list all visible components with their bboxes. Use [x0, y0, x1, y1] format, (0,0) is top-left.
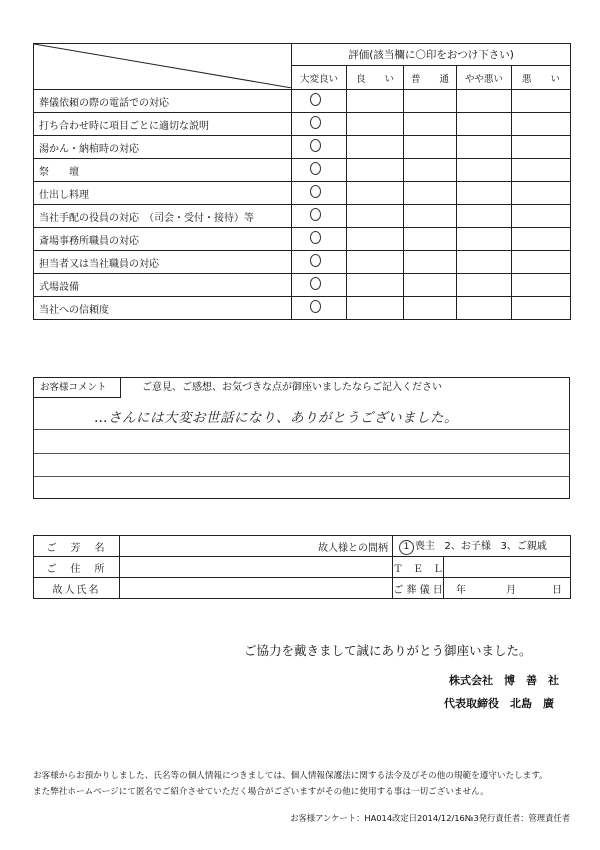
evaluation-table: [33, 43, 571, 320]
rating-cell[interactable]: [292, 159, 347, 182]
rating-cell[interactable]: [512, 90, 571, 113]
evaluation-item-label: 葬儀依頼の際の電話での対応: [34, 90, 292, 113]
evaluation-row: [34, 90, 571, 113]
rating-circle-mark: [310, 162, 321, 175]
rating-cell[interactable]: [512, 274, 571, 297]
relation-options[interactable]: [393, 536, 571, 557]
rating-cell[interactable]: [347, 113, 404, 136]
rating-cell[interactable]: [512, 113, 571, 136]
rating-cell[interactable]: [457, 136, 512, 159]
comment-line: [34, 453, 569, 454]
evaluation-item-label: 打ち合わせ時に項目ごとに適切な説明: [34, 113, 292, 136]
evaluation-row: [34, 228, 571, 251]
date-year: 年: [456, 585, 466, 596]
relation-label: 故人様との間柄: [318, 543, 388, 554]
tel-field[interactable]: [444, 557, 571, 578]
evaluation-item-label: 仕出し料理: [34, 182, 292, 205]
rating-cell[interactable]: [292, 297, 347, 320]
rating-circle-mark: [310, 139, 321, 152]
privacy-note-2: また弊社ホームページにて匿名でご紹介させていただく場合がございますがその他に使用する事は一切ございません。: [33, 787, 489, 797]
comment-line: [34, 429, 569, 430]
rating-cell[interactable]: [404, 274, 457, 297]
rating-cell[interactable]: [292, 251, 347, 274]
rating-cell[interactable]: [512, 297, 571, 320]
rating-cell[interactable]: [347, 274, 404, 297]
relation-selected-circle[interactable]: 1: [399, 540, 414, 555]
rating-cell[interactable]: [512, 182, 571, 205]
diagonal-line: [34, 44, 292, 88]
funeral-date-field[interactable]: [444, 578, 571, 599]
name-label: ご 芳 名: [34, 536, 120, 557]
evaluation-row: [34, 274, 571, 297]
date-day: 日: [552, 585, 562, 596]
rating-cell[interactable]: [457, 159, 512, 182]
rating-cell[interactable]: [512, 251, 571, 274]
rating-cell[interactable]: [347, 228, 404, 251]
column-good: 良 い: [347, 66, 404, 90]
thanks-message: ご協力を戴きまして誠にありがとう御座いました。: [244, 643, 532, 658]
evaluation-row: [34, 205, 571, 228]
rating-cell[interactable]: [404, 113, 457, 136]
privacy-note-1: お客様からお預かりしました、氏名等の個人情報につきましては、個人情報保護法に関する法令及びその他の規範を遵守いたします。: [33, 771, 548, 781]
rating-cell[interactable]: [512, 159, 571, 182]
column-average: 普 通: [404, 66, 457, 90]
rating-circle-mark: [310, 254, 321, 267]
evaluation-row: [34, 251, 571, 274]
rating-cell[interactable]: [404, 228, 457, 251]
date-month: 月: [506, 585, 516, 596]
rating-circle-mark: [310, 93, 321, 106]
rating-cell[interactable]: [404, 136, 457, 159]
rating-cell[interactable]: [404, 251, 457, 274]
rating-cell[interactable]: [347, 251, 404, 274]
rating-circle-mark: [310, 116, 321, 129]
rating-circle-mark: [310, 185, 321, 198]
evaluation-row: [34, 113, 571, 136]
evaluation-row: [34, 159, 571, 182]
column-bad: 悪 い: [512, 66, 571, 90]
rating-cell[interactable]: [457, 297, 512, 320]
comment-label: お客様コメント: [34, 378, 121, 398]
rating-cell[interactable]: [347, 205, 404, 228]
relation-option-1: 喪主: [415, 541, 435, 552]
relation-option-2: 2、お子様: [444, 541, 491, 552]
rating-cell[interactable]: [404, 182, 457, 205]
evaluation-item-label: 祭 壇: [34, 159, 292, 182]
rating-cell[interactable]: [457, 113, 512, 136]
header-diagonal-cell: [34, 44, 292, 90]
company-name: 株式会社 博 善 社: [449, 674, 559, 687]
rating-cell[interactable]: [404, 205, 457, 228]
evaluation-item-label: 斎場事務所職員の対応: [34, 228, 292, 251]
rating-cell[interactable]: [347, 136, 404, 159]
deceased-label: 故人氏名: [34, 578, 120, 599]
address-label: ご 住 所: [34, 557, 120, 578]
rating-circle-mark: [310, 300, 321, 313]
rating-cell[interactable]: [292, 90, 347, 113]
evaluation-item-label: 当社手配の役員の対応 （司会・受付・接待）等: [34, 205, 292, 228]
evaluation-row: [34, 297, 571, 320]
evaluation-header: 評価(該当欄に〇印をおつけ下さい): [292, 44, 571, 66]
evaluation-rows: [34, 90, 571, 320]
handwritten-comment[interactable]: …さんには大変お世話になり、ありがとうございました。: [94, 410, 458, 426]
evaluation-item-label: 湯かん・納棺時の対応: [34, 136, 292, 159]
evaluation-item-label: 担当者又は当社職員の対応: [34, 251, 292, 274]
rating-cell[interactable]: [457, 228, 512, 251]
evaluation-item-label: 当社への信頼度: [34, 297, 292, 320]
tel-label: Ｔ Ｅ Ｌ: [393, 557, 444, 578]
evaluation-item-label: 式場設備: [34, 274, 292, 297]
column-somewhat-bad: やや悪い: [457, 66, 512, 90]
rating-cell[interactable]: [404, 90, 457, 113]
rating-cell[interactable]: [457, 90, 512, 113]
rating-cell[interactable]: [457, 274, 512, 297]
address-field[interactable]: [120, 557, 393, 578]
info-table: [33, 535, 571, 599]
rating-cell[interactable]: [512, 136, 571, 159]
rating-cell[interactable]: [292, 182, 347, 205]
rating-cell[interactable]: [404, 297, 457, 320]
rating-circle-mark: [310, 231, 321, 244]
name-field[interactable]: [120, 536, 393, 557]
representative-name: 代表取締役 北島 廣: [444, 697, 554, 710]
comment-prompt: ご意見、ご感想、お気づきな点が御座いましたならご記入ください: [142, 382, 442, 393]
column-very-good: 大変良い: [292, 66, 347, 90]
rating-cell[interactable]: [347, 297, 404, 320]
rating-circle-mark: [310, 208, 321, 221]
rating-cell[interactable]: [404, 159, 457, 182]
rating-cell[interactable]: [292, 205, 347, 228]
rating-cell[interactable]: [292, 113, 347, 136]
comment-box: [33, 377, 570, 499]
funeral-date-label: ご 葬 儀 日: [393, 578, 444, 599]
rating-cell[interactable]: [347, 159, 404, 182]
rating-cell[interactable]: [457, 251, 512, 274]
evaluation-row: [34, 182, 571, 205]
form-footer: お客様アンケート：HA014改定日2014/12/16№3発行責任者：管理責任者: [290, 813, 570, 823]
rating-cell[interactable]: [512, 205, 571, 228]
rating-cell[interactable]: [292, 274, 347, 297]
relation-option-3: 3、ご親戚: [500, 541, 547, 552]
rating-cell[interactable]: [347, 90, 404, 113]
rating-cell[interactable]: [292, 136, 347, 159]
rating-cell[interactable]: [347, 182, 404, 205]
rating-circle-mark: [310, 277, 321, 290]
rating-cell[interactable]: [512, 228, 571, 251]
comment-line: [34, 476, 569, 477]
rating-cell[interactable]: [457, 205, 512, 228]
rating-cell[interactable]: [292, 228, 347, 251]
deceased-field[interactable]: [120, 578, 393, 599]
evaluation-row: [34, 136, 571, 159]
rating-cell[interactable]: [457, 182, 512, 205]
